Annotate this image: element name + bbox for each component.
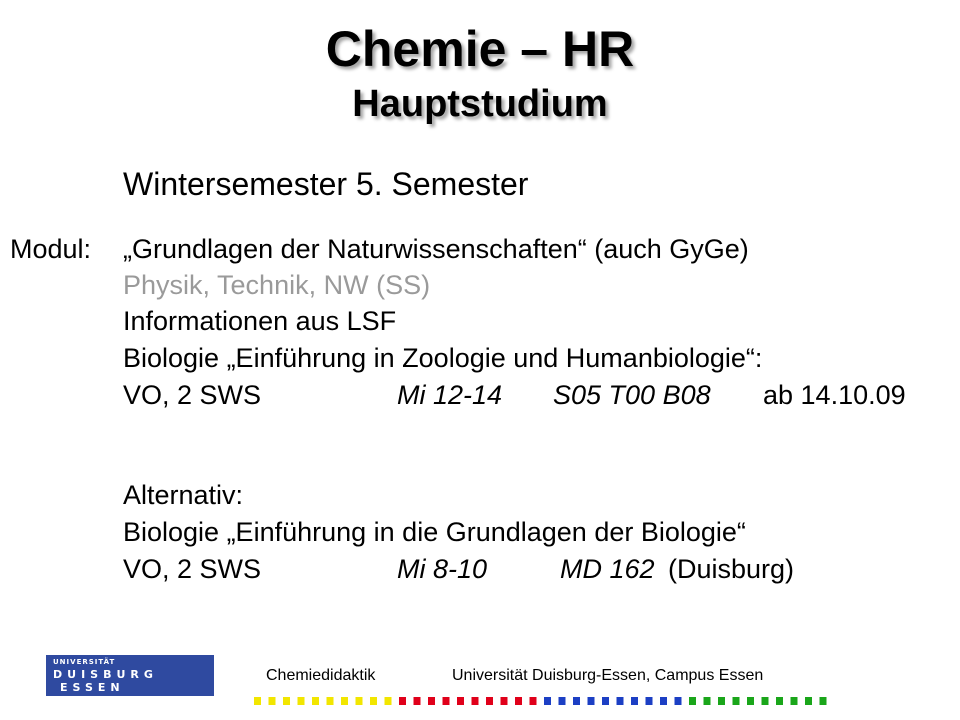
- course2-time: Mi 8-10: [397, 554, 488, 584]
- color-dot: [428, 697, 435, 705]
- color-dot: [559, 697, 566, 705]
- logo-line-3: ESSEN: [60, 681, 125, 694]
- color-dot: [776, 697, 783, 705]
- color-dot: [588, 697, 595, 705]
- color-dot: [718, 697, 725, 705]
- color-dot: [689, 697, 696, 705]
- course1-start: ab 14.10.09: [763, 380, 906, 410]
- lsf-line: Informationen aus LSF: [123, 306, 397, 336]
- color-dot: [298, 697, 305, 705]
- color-dot: [443, 697, 450, 705]
- logo-line-1: UNIVERSITÄT: [53, 658, 116, 666]
- color-dot: [486, 697, 493, 705]
- color-dot: [675, 697, 682, 705]
- color-dot: [312, 697, 319, 705]
- color-dot: [269, 697, 276, 705]
- color-dot: [660, 697, 667, 705]
- color-dot: [327, 697, 334, 705]
- color-dot: [370, 697, 377, 705]
- color-dot: [457, 697, 464, 705]
- color-dot: [530, 697, 537, 705]
- color-dot-strip: [254, 697, 844, 705]
- color-dot: [341, 697, 348, 705]
- color-dot: [631, 697, 638, 705]
- color-dot: [704, 697, 711, 705]
- semester-heading: Wintersemester 5. Semester: [123, 166, 529, 202]
- color-dot: [762, 697, 769, 705]
- alternativ-label: Alternativ:: [123, 480, 244, 510]
- color-dot: [254, 697, 261, 705]
- course2-room: MD 162: [560, 554, 655, 584]
- color-dot: [602, 697, 609, 705]
- slide-title: Chemie – HR: [325, 21, 635, 77]
- modul-name: „Grundlagen der Naturwissenschaften“ (auch GyGe): [123, 234, 749, 264]
- color-dot: [646, 697, 653, 705]
- color-dot: [820, 697, 827, 705]
- color-dot: [283, 697, 290, 705]
- logo-line-2: DUISBURG: [53, 668, 158, 681]
- color-dot: [544, 697, 551, 705]
- color-dot: [791, 697, 798, 705]
- color-dot: [573, 697, 580, 705]
- university-logo: [46, 655, 214, 696]
- color-dot: [501, 697, 508, 705]
- color-dot: [385, 697, 392, 705]
- course2-type: VO, 2 SWS: [123, 554, 262, 584]
- footer-department: Chemiedidaktik: [266, 667, 376, 684]
- footer-university: Universität Duisburg-Essen, Campus Essen: [452, 667, 764, 684]
- biologie-zoologie-line: Biologie „Einführung in Zoologie und Humanbiologie“:: [123, 343, 763, 373]
- slide-subtitle: Hauptstudium: [352, 83, 608, 125]
- color-dot: [805, 697, 812, 705]
- color-dot: [747, 697, 754, 705]
- color-dot: [472, 697, 479, 705]
- course1-type: VO, 2 SWS: [123, 380, 262, 410]
- physik-line: Physik, Technik, NW (SS): [123, 270, 431, 300]
- course1-room: S05 T00 B08: [553, 380, 711, 410]
- course1-time: Mi 12-14: [397, 380, 503, 410]
- color-dot: [733, 697, 740, 705]
- color-dot: [399, 697, 406, 705]
- course2-location: (Duisburg): [668, 554, 795, 584]
- color-dot: [515, 697, 522, 705]
- color-dot: [617, 697, 624, 705]
- color-dot: [356, 697, 363, 705]
- color-dot: [414, 697, 421, 705]
- modul-label: Modul:: [10, 234, 92, 264]
- biologie-grundlagen-line: Biologie „Einführung in die Grundlagen der Biologie“: [123, 517, 746, 547]
